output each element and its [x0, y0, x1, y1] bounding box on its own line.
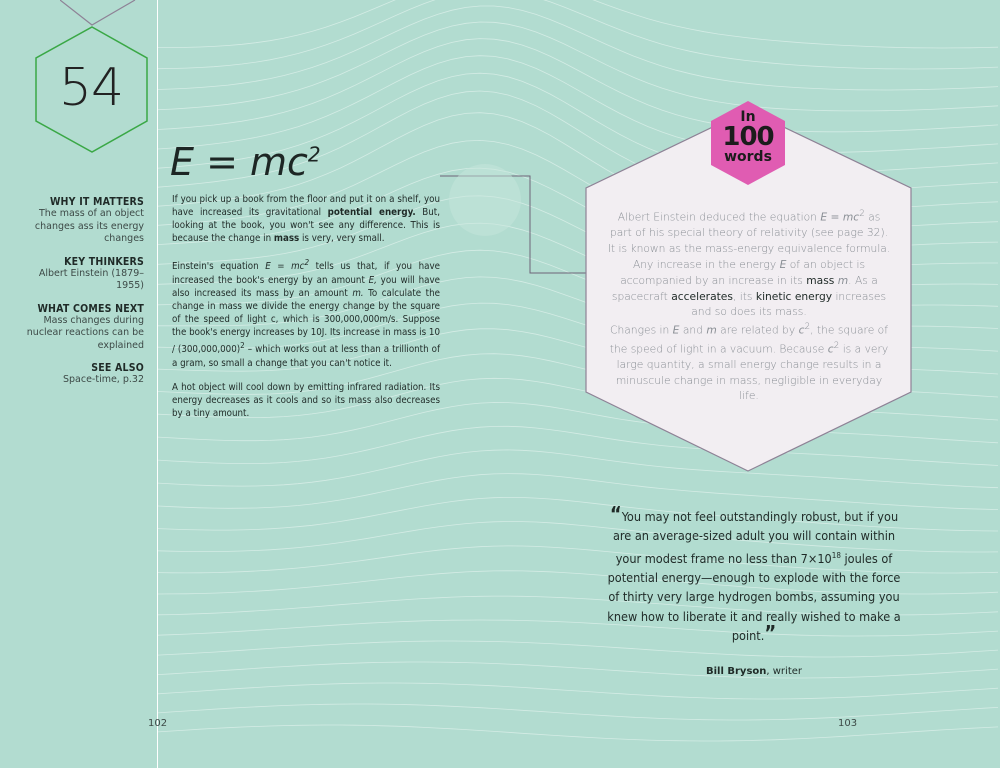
variable: E: [672, 323, 680, 337]
text-run: , the square of the speed of light in a vacuum. Because: [609, 323, 888, 356]
superscript: 2: [859, 209, 865, 219]
quote-text: joules of potential energy—enough to explode with the force of thirty very large hydrogen bombs, assuming you knew how to liberate it and really wished to make a point.: [607, 550, 901, 643]
summary-text: [606, 207, 892, 404]
badge-line-2: 100: [722, 122, 774, 152]
title-superscript: 2: [307, 142, 321, 167]
text-run: To calculate the change in mass we divide the energy change by the square of the speed of light c, which is 300,000,000m/s. Suppose the book's energy increases by 10J. Its increase in mass is 10 / (300,000,000): [172, 287, 440, 356]
bold-term: mass: [273, 233, 300, 245]
quote-text: You may not feel outstandingly robust, but if you are an average-sized adult you will contain within your modest frame no less than 7×10: [612, 509, 899, 566]
variable: E: [779, 257, 787, 271]
close-quote-mark: ”: [764, 620, 777, 645]
superscript: 2: [833, 340, 840, 351]
variable: c: [798, 323, 805, 337]
inline-equation: E = mc: [820, 210, 860, 224]
sidebar-text-why: The mass of an object changes ass its energy changes: [34, 208, 144, 244]
chapter-number: 54: [58, 58, 124, 118]
text-run: – which works out at less than a trillionth of a gram, so small a change that you can't notice it.: [172, 344, 441, 369]
text-run: tells us that, if you have increased the book's energy by an amount: [172, 261, 440, 286]
variable: E,: [368, 274, 377, 286]
text-run: as part of his special theory of relativity (see page 32). It is known as the mass-energy equivalence formula.: [607, 210, 891, 256]
bold-term: accelerates: [671, 289, 733, 303]
text-run: and: [679, 323, 707, 337]
text-run: is very, very small.: [299, 233, 385, 245]
quote-role: , writer: [766, 666, 803, 677]
badge-label: [710, 110, 786, 164]
text-run: are related by: [716, 323, 799, 337]
text-run: Changes in: [610, 323, 673, 337]
sidebar-text-next: Mass changes during nuclear reactions can be explained: [26, 314, 144, 351]
bold-term: kinetic energy: [755, 289, 833, 303]
text-run: of an object is accompanied by an increase in its: [620, 257, 866, 287]
badge-line-1: In: [740, 109, 756, 125]
text-run: , its: [732, 289, 756, 303]
sidebar-heading-see-also: SEE ALSO: [91, 362, 144, 374]
text-run: But, looking at the book, you won't see any difference. This is because the change in: [172, 207, 440, 245]
variable: c: [827, 342, 834, 356]
sidebar-text-see-also: Space-time, p.32: [62, 374, 144, 385]
variable: m: [706, 323, 717, 337]
text-run: increases and so does its mass.: [691, 289, 887, 319]
quote-attribution: [604, 666, 904, 677]
superscript: 2: [304, 257, 310, 268]
text-run: is a very large quantity, a small energy change results in a minuscule change in mass, negligible in everyday life.: [615, 342, 889, 403]
text-run: If you pick up a book from the floor and put it on a shelf, you have increased its gravitational: [172, 194, 440, 219]
title-text: E = mc: [170, 140, 308, 184]
text-run: Einstein's equation: [172, 261, 266, 273]
superscript: 2: [804, 322, 811, 333]
pull-quote: [604, 502, 904, 645]
body-paragraph-3: A hot object will cool down by emitting infrared radiation. Its energy decreases as it cools and so its mass also decreases by a tiny amount.: [172, 381, 440, 419]
superscript: 2: [240, 340, 245, 351]
text-run: Albert Einstein deduced the equation: [617, 210, 821, 224]
text-run: Any increase in the energy: [632, 257, 780, 271]
variable: m.: [352, 287, 364, 299]
sidebar-heading-thinkers: KEY THINKERS: [64, 255, 144, 268]
badge-line-3: words: [724, 149, 772, 165]
variable: m: [837, 273, 849, 287]
sidebar-heading-why: WHY IT MATTERS: [49, 196, 144, 208]
inline-equation: E = mc: [265, 261, 305, 273]
page-number-right: 103: [838, 718, 858, 729]
open-quote-mark: “: [609, 502, 622, 526]
sidebar-text-thinkers: Albert Einstein (1879–1955): [38, 267, 144, 291]
quote-author: Bill Bryson: [705, 666, 767, 677]
sidebar-heading-next: WHAT COMES NEXT: [37, 302, 144, 315]
text-run: you will have also increased its mass by an amount: [172, 274, 441, 299]
bold-term: mass: [806, 273, 835, 287]
page-number-left: 102: [148, 718, 168, 729]
superscript: 18: [831, 550, 841, 560]
text-run: . As a spacecraft: [611, 273, 878, 303]
bold-term: potential energy.: [327, 207, 416, 219]
